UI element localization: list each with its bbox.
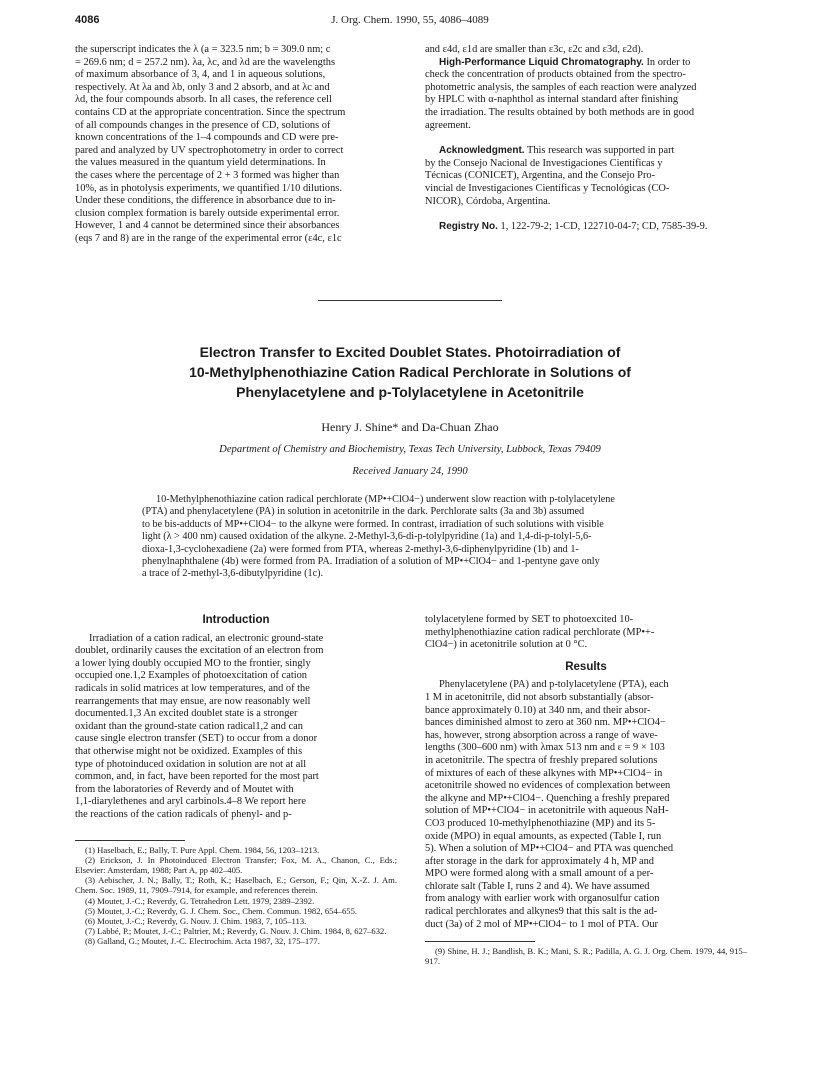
text-line: common, and, in fact, have been reported for the most part <box>75 771 319 783</box>
text-line: that otherwise might not be oxidized. Examples of this <box>75 745 303 757</box>
text-line: NICOR), Córdoba, Argentina. <box>425 195 551 207</box>
text-line: a lower lying doubly occupied MO to the frontier, singly <box>75 657 311 669</box>
registry-heading: Registry No. <box>439 221 498 233</box>
text-line: photometric analysis, the samples of each reaction were analyzed <box>425 81 697 93</box>
footnote: (1) Haselbach, E.; Bally, T. Pure Appl. Chem. 1984, 56, 1203–1213. <box>85 844 320 855</box>
registry-paragraph <box>425 221 747 234</box>
footnotes-left <box>75 845 397 947</box>
acknowledgment-heading: Acknowledgment. <box>439 145 525 157</box>
text-line: methylphenothiazine cation radical perchlorate (MP•+- <box>425 626 655 638</box>
text-line: MPO were formed along with a small amount of a per- <box>425 868 654 880</box>
text-line: pared and analyzed by UV spectrophotometry in order to correct <box>75 144 344 156</box>
text-line: Irradiation of a cation radical, an electronic ground-state <box>89 632 324 644</box>
introduction-continuation <box>425 614 747 652</box>
article-title <box>120 342 700 402</box>
right-top-column <box>425 44 747 234</box>
introduction-heading: Introduction <box>202 614 270 626</box>
text-line: documented.1,3 An excited doublet state is a stronger <box>75 708 298 720</box>
footnote-rule <box>75 840 185 841</box>
results-heading: Results <box>565 660 607 673</box>
abstract-line: light (λ > 400 nm) caused oxidation of the alkyne. 2-Methyl-3,6-di-p-tolylpyridine (1a) and 1,4-di-p-tolyl-5,6- <box>142 531 592 543</box>
title-line: Electron Transfer to Excited Doublet States. Photoirradiation of <box>199 344 621 360</box>
hplc-text: In order to <box>646 56 691 68</box>
text-line: rearrangements that may ensue, are now reasonably well <box>75 695 311 707</box>
text-line: acetonitrile showed no evidences of complexation between <box>425 780 671 792</box>
registry-numbers: 1, 122-79-2; 1-CD, 122710-04-7; CD, 7585-39-9. <box>500 221 708 233</box>
text-line: type of photoinduced oxidation in solution are not at all <box>75 758 307 770</box>
authors: Henry J. Shine* and Da-Chuan Zhao <box>321 420 499 434</box>
abstract <box>142 494 678 581</box>
running-header <box>75 14 745 30</box>
text-line: check the concentration of products obtained from the spectro- <box>425 69 686 81</box>
acknowledgment-text: This research was supported in part <box>527 145 675 157</box>
text-line: chlorate salt (Table I, runs 2 and 4). We have assumed <box>425 880 650 892</box>
text-line: the superscript indicates the λ (a = 323.5 nm; b = 309.0 nm; c <box>75 44 331 55</box>
text-line: vincial de Investigaciones Científicas y Tecnológicas (CO- <box>425 182 670 194</box>
footnote: (5) Moutet, J.-C.; Reverdy, G. J. Chem. Soc., Chem. Commun. 1982, 654–655. <box>85 905 358 916</box>
footnote: (3) Aebischer, J. N.; Bally, T.; Roth, K.; Haselbach, E.; Gerson, F.; Qin, X.-Z. J. Am. Chem. Soc. 1989, 11, 7909–7914, for example, and references therein. <box>75 875 397 896</box>
footnotes-right <box>425 946 747 966</box>
text-line: of maximum absorbance of 3, 4, and 1 in aqueous solutions, <box>75 69 326 81</box>
text-line: ClO4−) in acetonitrile solution at 0 °C. <box>425 639 588 651</box>
text-line: Phenylacetylene (PA) and p-tolylacetylene (PTA), each <box>439 679 669 691</box>
results-text <box>425 679 747 931</box>
text-line: = 269.6 nm; d = 257.2 nm). λa, λc, and λd are the wavelengths <box>75 56 335 68</box>
title-line: Phenylacetylene and p-Tolylacetylene in Acetonitrile <box>236 384 584 400</box>
text-line: from the laboratories of Reverdy and of Moutet with <box>75 783 294 795</box>
abstract-line: to be bis-adducts of MP•+ClO4− to the alkyne were formed. In contrast, irradiation of such solutions with visible <box>142 518 604 530</box>
text-line: by the Consejo Nacional de Investigaciones Científicas y <box>425 157 663 169</box>
text-line: oxide (MPO) in equal amounts, as expected (Table I, run <box>425 830 662 842</box>
text-line: 1,1-diarylethenes and aryl carbinols.4–8 We report here <box>75 796 306 808</box>
text-line: 10%, as in photolysis experiments, we quantified 1/10 dilutions. <box>75 182 342 194</box>
text-line: radical perchlorates and alkynes9 that this salt is the ad- <box>425 906 658 918</box>
left-top-column <box>75 44 395 246</box>
text-line: respectively. At λa and λb, only 3 and 2 absorb, and at λc and <box>75 81 330 93</box>
footnote: (9) Shine, H. J.; Bandlish, B. K.; Mani, S. R.; Padilla, A. G. J. Org. Chem. 1979, 44, 915–917. <box>425 946 747 967</box>
footnote: (6) Moutet, J.-C.; Reverdy, G. Nouv. J. Chim. 1983, 7, 105–113. <box>85 915 307 926</box>
methods-paragraph <box>75 44 395 246</box>
text-line: has, however, strong absorption across a range of wave- <box>425 729 658 741</box>
text-line: the reactions of the cation radicals of phenyl- and p- <box>75 808 292 820</box>
footnote: (8) Galland, G.; Moutet, J.-C. Electrochim. Acta 1987, 32, 175–177. <box>85 936 320 947</box>
hplc-heading: High-Performance Liquid Chromatography. <box>439 56 644 68</box>
abstract-line: dioxa-1,3-cyclohexadiene (2a) were formed from PTA, whereas 2-methyl-3,6-diphenylpyridine (1b) and 1- <box>142 543 579 555</box>
abstract-line: a trace of 2-methyl-3,6-dibutylpyridine (1c). <box>142 568 324 580</box>
section-divider <box>318 300 502 301</box>
text-line: 5). When a solution of MP•+ClO4− and PTA was quenched <box>425 843 674 855</box>
left-body-column <box>75 614 397 947</box>
text-line: the cases where the percentage of 2 + 3 formed was higher than <box>75 169 340 181</box>
text-line: Técnicas (CONICET), Argentina, and the Consejo Pro- <box>425 170 656 182</box>
text-line: lengths (300–600 nm) with λmax 513 nm and ε = 9 × 103 <box>425 742 665 754</box>
text-line: (eqs 7 and 8) are in the range of the experimental error (ε4c, ε1c <box>75 232 342 244</box>
text-line: in acetonitrile. The spectra of freshly prepared solutions <box>425 754 658 766</box>
text-line: solution of MP•+ClO4− in acetonitrile with aqueous NaH- <box>425 805 669 817</box>
text-line: radicals in solid matrices at low temperatures, and of the <box>75 682 310 694</box>
text-line: of mixtures of each of these alkynes with MP•+ClO4− in <box>425 767 663 779</box>
journal-citation: J. Org. Chem. 1990, 55, 4086–4089 <box>331 14 489 26</box>
received-date: Received January 24, 1990 <box>352 466 468 477</box>
text-line: contains CD at the appropriate concentration. Since the spectrum <box>75 106 346 118</box>
text-line: the irradiation. The results obtained by both methods are in good <box>425 106 695 118</box>
text-line: clusion complex formation is barely outside experimental error. <box>75 207 340 219</box>
text-line: of all compounds changes in the presence of CD, solutions of <box>75 119 331 131</box>
text-line: cause single electron transfer (SET) to occur from a donor <box>75 733 318 745</box>
text-line: from analogy with earlier work with organosulfur cation <box>425 893 660 905</box>
abstract-line: phenylnaphthalene (4b) were formed from PA. Irradiation of a solution of MP•+ClO4− and 1-pentyne gave only <box>142 556 600 568</box>
hplc-paragraph <box>425 57 747 133</box>
footnote-rule <box>425 941 535 942</box>
text-line: known concentrations of the 1–4 compounds and CD were pre- <box>75 132 339 144</box>
text-line: bance approximately 0.10) at 340 nm, and their absor- <box>425 704 651 716</box>
text-line: CO3 produced 10-methylphenothiazine (MP) and its 5- <box>425 817 656 829</box>
text-line: agreement. <box>425 119 471 131</box>
methods-continuation: and ε4d, ε1d are smaller than ε3c, ε2c and ε3d, ε2d). <box>425 44 644 55</box>
footnote: (2) Erickson, J. In Photoinduced Electron Transfer; Fox, M. A., Chanon, C., Eds.; Elsevier: Amsterdam, 1988; Part A, pp 402–405. <box>75 854 397 875</box>
right-body-column <box>425 614 747 967</box>
text-line: 1 M in acetonitrile, did not absorb substantially (absor- <box>425 691 654 703</box>
text-line: the values measured in the quantum yield determinations. In <box>75 157 326 169</box>
text-line: oxidant than the ground-state cation radical1,2 and can <box>75 720 303 732</box>
text-line: tolylacetylene formed by SET to photoexcited 10- <box>425 614 634 625</box>
text-line: after storage in the dark for approximately 4 h, MP and <box>425 855 655 867</box>
page-number: 4086 <box>75 14 100 26</box>
acknowledgment-paragraph <box>425 145 747 208</box>
text-line: However, 1 and 4 cannot be determined since their absorbances <box>75 220 340 232</box>
text-line: λd, the four compounds absorb. In all cases, the reference cell <box>75 94 332 106</box>
text-line: doublet, ordinarily causes the excitation of an electron from <box>75 645 324 657</box>
text-line: occupied one.1,2 Examples of photoexcitation of cation <box>75 670 307 682</box>
footnote: (4) Moutet, J.-C.; Reverdy, G. Tetrahedron Lett. 1979, 2389–2392. <box>85 895 315 906</box>
text-line: Under these conditions, the difference in absorbance due to in- <box>75 195 336 207</box>
abstract-line: (PTA) and phenylacetylene (PA) in solution in acetonitrile in the dark. Perchlorate salts (3a and 3b) assumed <box>142 506 585 518</box>
text-line: by HPLC with α-naphthol as internal standard after finishing <box>425 94 679 106</box>
text-line: duct (3a) of 2 mol of MP•+ClO4− to 1 mol of PTA. Our <box>425 918 659 930</box>
abstract-line: 10-Methylphenothiazine cation radical perchlorate (MP•+ClO4−) underwent slow reaction with p-tolylacetylene <box>156 494 615 505</box>
affiliation: Department of Chemistry and Biochemistry, Texas Tech University, Lubbock, Texas 79409 <box>219 444 601 455</box>
text-line: the alkyne and MP•+ClO4−. Quenching a freshly prepared <box>425 792 670 804</box>
title-line: 10-Methylphenothiazine Cation Radical Perchlorate in Solutions of <box>189 364 631 380</box>
introduction-text <box>75 633 397 822</box>
text-line: bances diminished almost to zero at 360 nm. MP•+ClO4− <box>425 717 666 729</box>
footnote: (7) Labbé, P.; Moutet, J.-C.; Paltrier, M.; Reverdy, G. Nouv. J. Chim. 1984, 8, 627–632. <box>85 926 387 937</box>
